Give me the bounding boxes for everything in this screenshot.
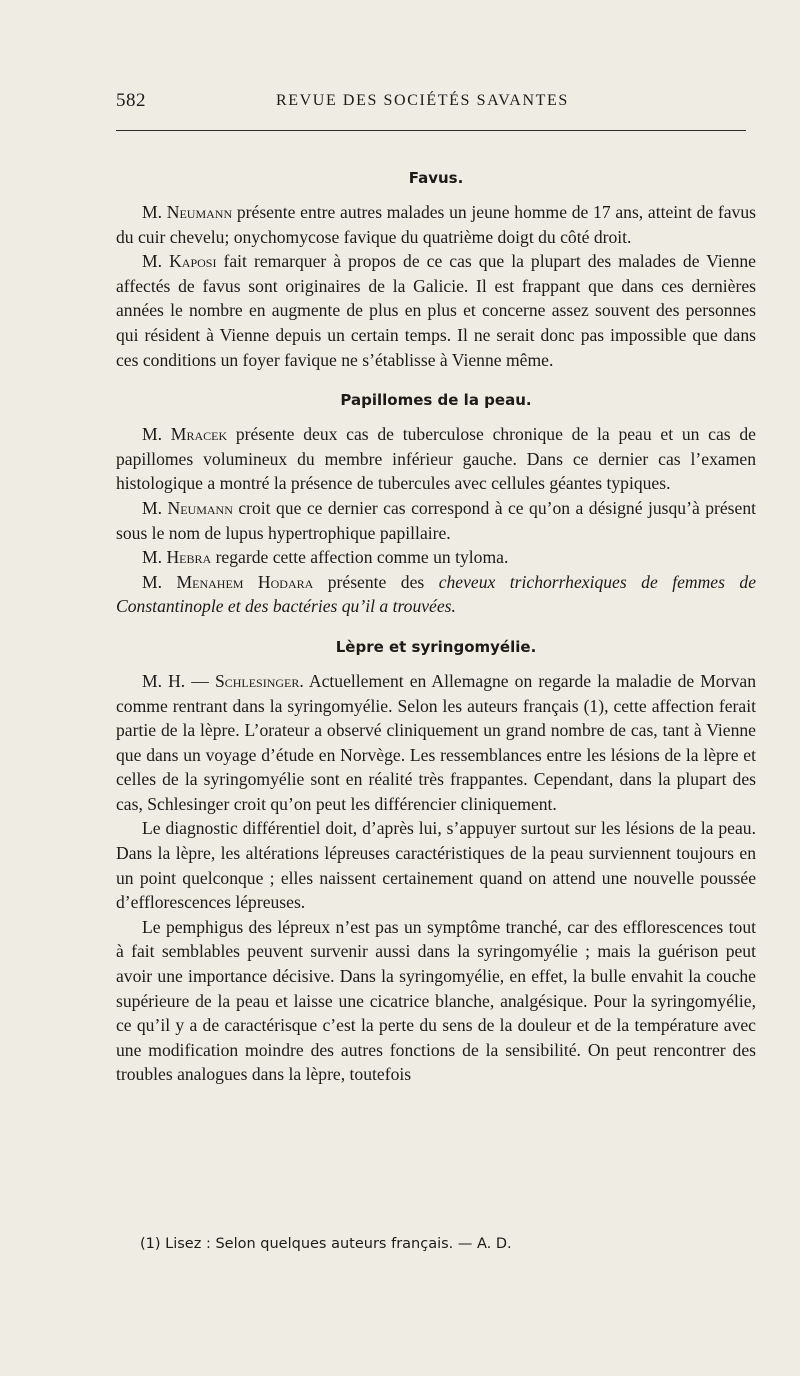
- paragraph: M. Mracek présente deux cas de tuberculose chronique de la peau et un cas de papillomes volumineux du membre inférieur gauche. Dans ce dernier cas l’examen histologique a montré la présence de tubercules avec cellules géantes typiques.: [116, 424, 756, 494]
- paragraph: Le diagnostic différentiel doit, d’après lui, s’appuyer surtout sur les lésions de la peau. Dans la lèpre, les altérations lépreuses caractéristiques de la peau surviennent toujours en un point quelconque ; elles naissent certainement quand on attend une nouvelle poussée d’efflorescences lépreuses.: [116, 818, 756, 913]
- section-title-papillomes: Papillomes de la peau.: [340, 391, 532, 410]
- paragraph: M. H. — Schlesinger. Actuellement en Allemagne on regarde la maladie de Morvan comme rentrant dans la syringomyélie. Selon les auteurs français (1), cette affection ferait partie de la lèpre. L’orateur a observé cliniquement un grand nombre de cas, tant à Vienne que dans un voyage d’étude en Norvège. Les ressemblances entre les lésions de la lèpre et celles de la syringomyélie sont en réalité très frappantes. Cependant, dans la plupart des cas, Schlesinger croit qu’on peut les différencier cliniquement.: [116, 670, 756, 814]
- paragraph: M. Menahem Hodara présente des cheveux trichorrhexiques de femmes de Constantinople et des bactéries qu’il a trouvées.: [116, 571, 757, 617]
- header-rule: [116, 130, 746, 131]
- page-header: [116, 90, 746, 116]
- paragraph: M. Neumann croit que ce dernier cas correspond à ce qu’on a désigné jusqu’à présent sous le nom de lupus hypertrophique papillaire.: [116, 497, 756, 543]
- paragraph: Le pemphigus des lépreux n’est pas un symptôme tranché, car des efflorescences tout à fait semblables peuvent survenir aussi dans la syringomyélie ; mais la guérison peut avoir une importance décisive. Dans la syringomyélie, en effet, la bulle envahit la couche supérieure de la peau et laisse une cicatrice blanche, analgésique. Pour la syringomyélie, ce qu’il y a de caractérisque c’est la perte du sens de la douleur et de la température avec une modification moindre des autres fonctions de la sensibilité. On peut rencontrer des troubles analogues dans la lèpre, toutefois: [116, 916, 756, 1085]
- paragraph: M. Hebra regarde cette affection comme un tyloma.: [142, 547, 509, 568]
- page-body: [116, 166, 756, 1087]
- page-number: 582: [116, 90, 146, 111]
- footnote-reference: (1): [583, 695, 605, 716]
- footnote: (1) Lisez : Selon quelques auteurs français. — A. D.: [140, 1236, 512, 1252]
- section-title-favus: Favus.: [408, 169, 464, 187]
- paragraph: M. Kaposi fait remarquer à propos de ce cas que la plupart des malades de Vienne affectés de favus sont originaires de la Galicie. Il est frappant que dans ces dernières années le nombre en augmente de plus en plus et concerne assez souvent des personnes qui résident à Vienne depuis un certain temps. Il ne serait donc pas impossible que dans ces conditions un foyer favique ne s’établisse à Vienne même.: [116, 251, 756, 370]
- running-head: REVUE DES SOCIÉTÉS SAVANTES: [276, 92, 569, 109]
- section-title-lepre: Lèpre et syringomyélie.: [335, 637, 537, 656]
- paragraph: M. Neumann présente entre autres malades un jeune homme de 17 ans, atteint de favus du cuir chevelu; onychomycose favique du quatrième doigt du côté droit.: [116, 202, 756, 247]
